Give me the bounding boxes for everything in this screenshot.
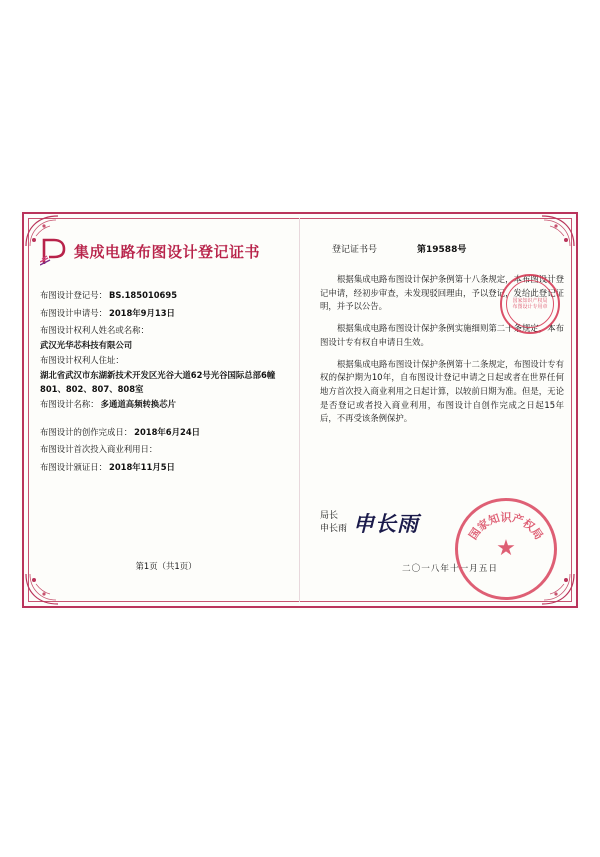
field-row	[40, 353, 292, 397]
signature-title: 局长	[320, 510, 339, 521]
field-value: 2018年9月13日	[109, 307, 175, 318]
field-value: 多通道高频转换芯片	[100, 398, 176, 409]
center-fold-line	[299, 218, 300, 602]
date-value: 2018年11月5日	[109, 462, 175, 473]
date-label: 布图设计的创作完成日：	[40, 426, 133, 437]
body-paragraph: 根据集成电路布图设计保护条例实施细则第二十条规定，本布图设计专有权自申请日生效。	[320, 323, 564, 347]
certificate-left-panel	[40, 236, 292, 478]
field-list	[40, 288, 292, 475]
small-seal-stamp	[500, 274, 560, 334]
field-row	[40, 288, 292, 303]
field-label: 布图设计申请号：	[40, 307, 107, 318]
field-value: 湖北省武汉市东湖新技术开发区光谷大道62号光谷国际总部6幢801、802、807、808室	[40, 369, 276, 395]
signature-labels	[320, 510, 347, 537]
spacer	[40, 415, 292, 425]
seal-star-icon: ★	[496, 536, 516, 561]
date-label: 布图设计颁证日：	[40, 462, 107, 473]
ip-logo-icon	[40, 236, 68, 266]
certificate-right-panel	[320, 242, 564, 431]
date-row	[40, 460, 292, 475]
field-value: BS.185010695	[109, 290, 178, 300]
field-row	[40, 397, 292, 412]
page-title: 集成电路布图设计登记证书	[74, 242, 261, 261]
field-label: 布图设计权利人住址：	[40, 354, 124, 365]
field-label: 布图设计权利人姓名或名称：	[40, 325, 149, 336]
registration-number-value: 第19588号	[417, 245, 467, 255]
title-row	[40, 236, 292, 266]
official-seal-stamp	[455, 498, 557, 600]
handwritten-signature: 申长雨	[353, 511, 420, 536]
registration-number-label: 登记证书号	[332, 245, 378, 255]
registration-number-row	[320, 242, 564, 255]
small-seal-text: 国家知识产权局 布图设计专用章	[512, 298, 548, 310]
date-label: 布图设计首次投入商业利用日：	[40, 444, 158, 455]
field-row	[40, 306, 292, 321]
signature-person: 申长雨	[320, 524, 348, 534]
date-value: 2018年6月24日	[134, 426, 201, 437]
field-label: 布图设计登记号：	[40, 290, 107, 300]
field-row	[40, 323, 292, 352]
date-row	[40, 425, 292, 440]
field-label: 布图设计名称：	[40, 398, 99, 409]
page-number: 第1页（共1页）	[135, 561, 197, 571]
date-row	[40, 442, 292, 457]
body-paragraph: 根据集成电路布图设计保护条例第十二条规定，布图设计专有权的保护期为10年，自布图设计登记申请之日起或者在世界任何地方首次投入商业利用之日起计算，以较前日期为准。但是，无论是否登记或者投入商业利用，布图设计自创作完成之日起15年后，不再受该条例保护。	[320, 358, 564, 424]
body-paragraph: 根据集成电路布图设计保护条例第十八条规定，本布图设计登记申请，经初步审查，未发现驳回理由，予以登记，发给此登记证明，并予以公告。	[320, 274, 564, 312]
field-value: 武汉光华芯科技有限公司	[40, 340, 133, 351]
issue-date: 二〇一八年十一月五日	[402, 564, 498, 574]
svg-text:国家知识产权局: 国家知识产权局	[466, 511, 546, 543]
